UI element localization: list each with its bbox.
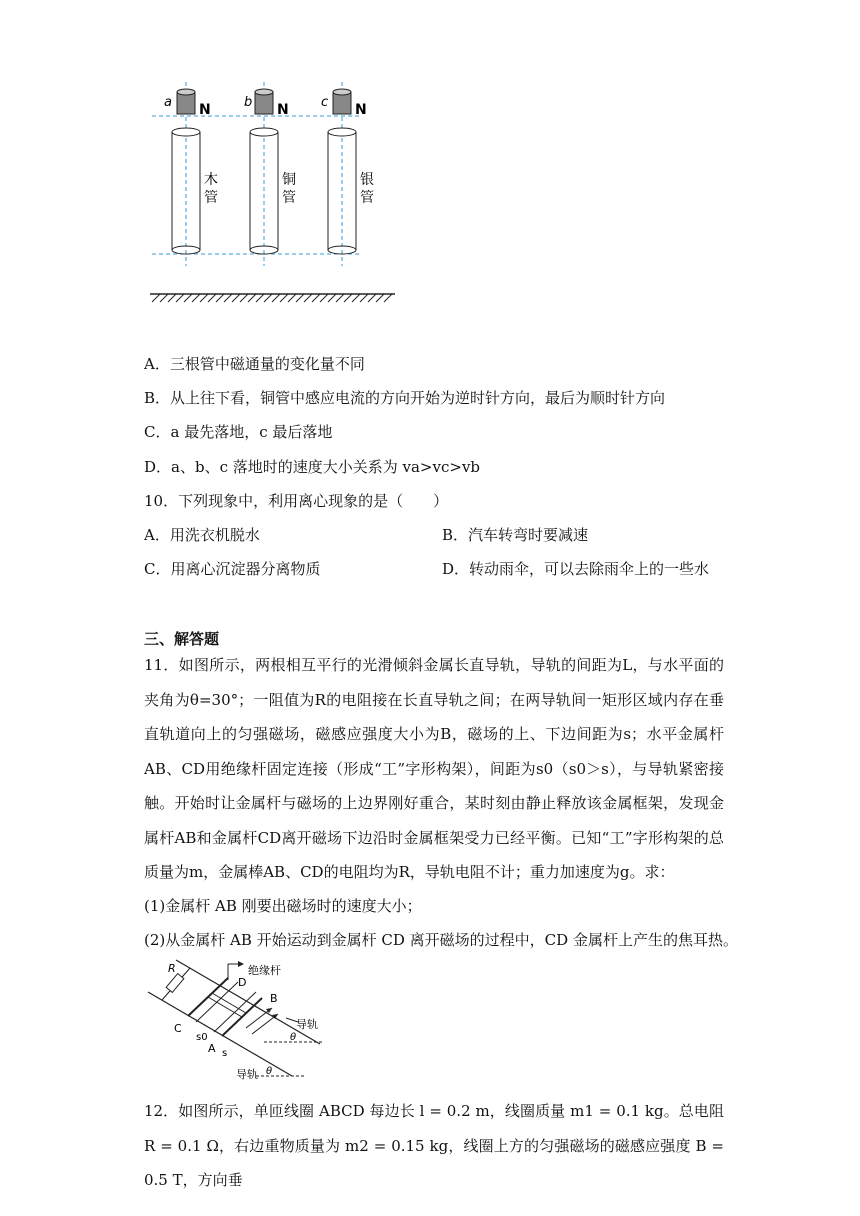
svg-text:N: N: [277, 102, 289, 118]
svg-text:B: B: [270, 992, 278, 1005]
rail-label-1: 导轨: [296, 1018, 318, 1031]
svg-text:A: A: [208, 1042, 216, 1055]
svg-text:θ: θ: [290, 1032, 297, 1043]
svg-text:D: D: [238, 976, 247, 989]
q9-option-c: C．a 最先落地，c 最后落地: [144, 423, 333, 441]
svg-text:N: N: [199, 102, 211, 118]
svg-text:C: C: [174, 1022, 182, 1035]
q9-option-b: B．从上往下看，铜管中感应电流的方向开始为逆时针方向，最后为顺时针方向: [144, 389, 666, 407]
silver-tube: [328, 128, 374, 254]
svg-text:N: N: [355, 102, 367, 118]
q10-option-d: D．转动雨伞，可以去除雨伞上的一些水: [442, 560, 710, 578]
svg-text:s0: s0: [196, 1032, 208, 1043]
svg-text:管: 管: [360, 190, 374, 206]
svg-text:R: R: [168, 962, 176, 975]
q10-stem: 10．下列现象中，利用离心现象的是（ ）: [144, 492, 449, 510]
wood-tube-label-2: 管: [204, 190, 218, 206]
svg-text:a: a: [164, 95, 172, 110]
copper-tube: [250, 128, 296, 254]
q10-option-a: A．用洗衣机脱水: [144, 526, 260, 544]
q11-sub2: (2)从金属杆 AB 开始运动到金属杆 CD 离开磁场的过程中，CD 金属杆上产生的焦耳热。: [144, 931, 738, 949]
q11-sub1: (1)金属杆 AB 刚要出磁场时的速度大小；: [144, 897, 422, 915]
q10-option-b: B．汽车转弯时要减速: [442, 526, 589, 544]
magnet-tube-figure: [140, 80, 410, 310]
q9-option-d: D．a、b、c 落地时的速度大小关系为 va>vc>vb: [144, 458, 481, 476]
section-title: 三、解答题: [144, 630, 220, 648]
insulating-rod-label: 绝缘杆: [248, 964, 281, 977]
svg-text:c: c: [321, 95, 329, 110]
svg-text:铜: 铜: [282, 172, 296, 188]
q10-option-c: C．用离心沉淀器分离物质: [144, 560, 321, 578]
q11-text: 11．如图所示，两根相互平行的光滑倾斜金属长直导轨，导轨的间距为L，与水平面的夹角为θ=30°；一阻值为R的电阻接在长直导轨之间；在两导轨间一矩形区域内存在垂直轨道向上的匀强磁场，磁感应强度大小为B，磁场的上、下边间距为s；水平金属杆AB、CD用绝缘杆固定连接（形成“工”字形构架），间距为s0（s0＞s），与导轨紧密接触。开始时让金属杆与磁场的上边界刚好重合，某时刻由静止释放该金属框架，发现金属杆AB和金属杆CD离开磁场下边沿时金属框架受力已经平衡。已知“工”字形构架的总质量为m，金属棒AB、CD的电阻均为R，导轨电阻不计；重力加速度为g。求：: [144, 656, 724, 881]
rail-figure: [144, 958, 344, 1082]
q12-text: 12．如图所示，单匝线圈 ABCD 每边长 l = 0.2 m，线圈质量 m1 = 0.1 kg。总电阻 R = 0.1 Ω，右边重物质量为 m2 = 0.15 kg，线圈上方的匀强磁场的磁感应强度 B = 0.5 T，方向垂: [144, 1102, 724, 1189]
svg-text:θ: θ: [266, 1066, 273, 1077]
wood-tube-label-1: 木: [204, 172, 218, 188]
rail-label-2: 导轨: [236, 1068, 258, 1081]
wood-tube: [172, 128, 218, 254]
q9-option-a: A．三根管中磁通量的变化量不同: [144, 355, 365, 373]
svg-text:管: 管: [282, 190, 296, 206]
svg-text:s: s: [222, 1048, 228, 1059]
svg-text:b: b: [244, 95, 253, 110]
svg-text:银: 银: [360, 172, 374, 188]
